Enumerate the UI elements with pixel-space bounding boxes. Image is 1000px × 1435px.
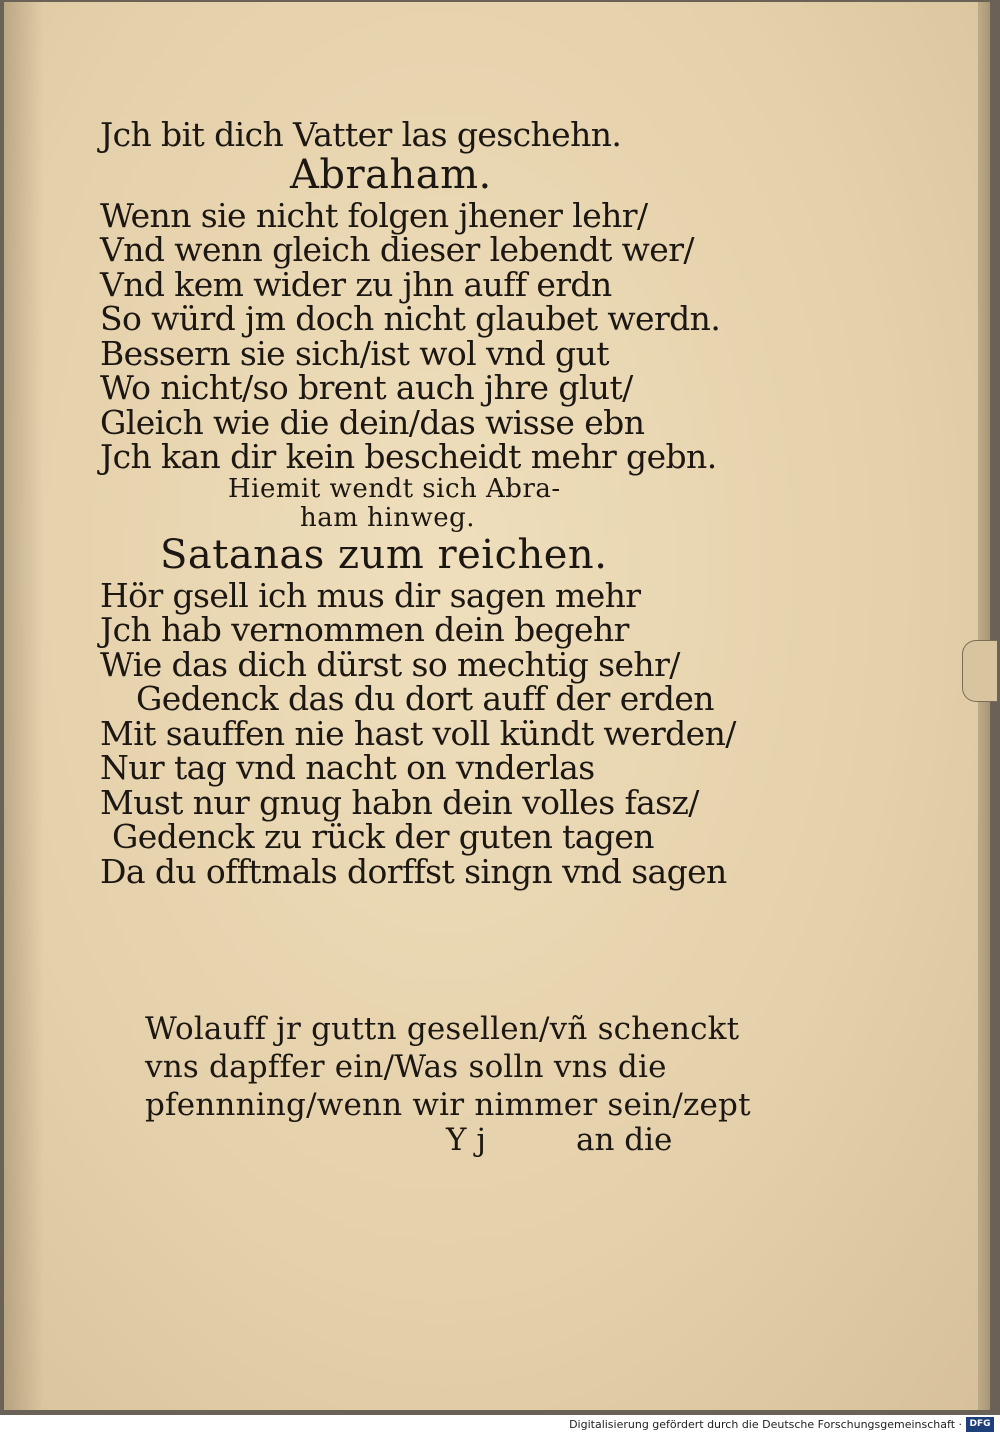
verse-line: Jch kan dir kein bescheidt mehr gebn. <box>100 437 717 476</box>
verse-line: Da du offtmals dorffst singn vnd sagen <box>100 851 727 891</box>
catchline <box>446 1122 686 1162</box>
footer-bar <box>0 1415 1000 1435</box>
stage-direction: ham hinweg. <box>300 502 476 533</box>
verse-line: Jch bit dich Vatter las geschehn. <box>100 115 622 154</box>
funding-credit: Digitalisierung gefördert durch die Deutsche Forschungsgemeinschaft · <box>569 1418 962 1431</box>
dfg-logo: DFG <box>966 1417 994 1432</box>
stage-direction: Hiemit wendt sich Abra- <box>228 473 561 504</box>
catchword: an die <box>576 1122 673 1158</box>
verse-line: Bessern sie sich/ist wol vnd gut <box>100 333 609 373</box>
verse-line: Nur tag vnd nacht on vnderlas <box>100 748 595 787</box>
verse-line: Jch hab vernommen dein begehr <box>100 610 629 649</box>
verse-line: So würd jm doch nicht glaubet werdn. <box>100 299 721 338</box>
song-quotation <box>145 1010 751 1124</box>
page-tab-marker <box>962 640 997 702</box>
verse-line: Wenn sie nicht folgen jhener lehr/ <box>100 195 648 235</box>
verse-line: Gedenck zu rück der guten tagen <box>112 817 654 856</box>
prose-line: vns dapffer ein/Was solln vns die <box>145 1049 667 1085</box>
verse-block <box>100 115 736 891</box>
page-gutter-shadow <box>4 2 44 1410</box>
verse-line: Vnd wenn gleich dieser lebendt wer/ <box>100 230 694 269</box>
prose-line: Wolauff jr guttn gesellen/vñ schenckt <box>145 1011 740 1047</box>
speaker-heading-satanas: Satanas zum reichen. <box>160 531 608 578</box>
verse-line: Gleich wie die dein/das wisse ebn <box>100 402 645 442</box>
prose-line: pfennning/wenn wir nimmer sein/zept <box>145 1087 751 1123</box>
verse-line: Wo nicht/so brent auch jhre glut/ <box>100 368 633 407</box>
signature-mark: Y j <box>446 1122 486 1158</box>
verse-line: Hör gsell ich mus dir sagen mehr <box>100 575 641 615</box>
verse-line: Wie das dich dürst so mechtig sehr/ <box>100 644 680 684</box>
speaker-heading-abraham: Abraham. <box>290 151 492 198</box>
verse-line: Gedenck das du dort auff der erden <box>136 679 714 718</box>
verse-line: Mit sauffen nie hast voll kündt werden/ <box>100 713 736 753</box>
verse-line: Must nur gnug habn dein volles fasz/ <box>100 782 699 822</box>
verse-line: Vnd kem wider zu jhn auff erdn <box>100 264 612 304</box>
